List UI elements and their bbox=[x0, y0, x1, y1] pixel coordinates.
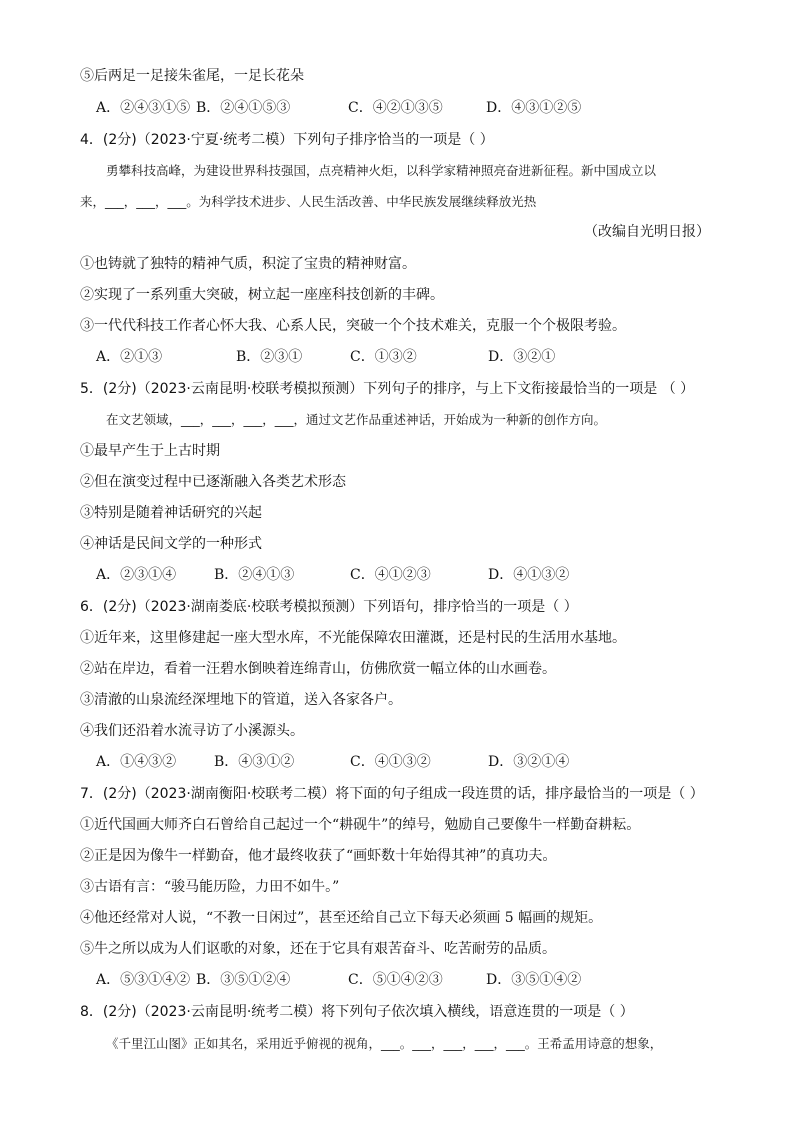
q3-option-b[interactable]: B．②④①⑤③ bbox=[196, 100, 291, 116]
q6-option-a[interactable]: A．①④③② bbox=[96, 754, 177, 770]
q4-sentence-3: ③一代代科技工作者心怀大我、心系人民，突破一个个技术难关，克服一个个极限考验。 bbox=[80, 318, 626, 334]
q3-option-c[interactable]: C．④②①③⑤ bbox=[348, 100, 443, 116]
q4-options bbox=[96, 347, 756, 367]
q5-option-b[interactable]: B．②④①③ bbox=[214, 567, 295, 583]
q5-option-c[interactable]: C．④①②③ bbox=[350, 567, 431, 583]
question-4-heading: 4．(2分)（2023·宁夏·统考二模）下列句子排序恰当的一项是（ ） bbox=[80, 132, 494, 148]
q7-sentence-1: ①近代国画大师齐白石曾给自己起过一个“耕砚牛”的绰号，勉励自己要像牛一样勤奋耕耘。 bbox=[80, 817, 641, 833]
q3-option-d[interactable]: D．④③①②⑤ bbox=[486, 100, 582, 116]
q5-sentence-3: ③特别是随着神话研究的兴起 bbox=[80, 505, 262, 521]
q6-option-b[interactable]: B．④③①② bbox=[214, 754, 295, 770]
question-6-heading: 6．(2分)（2023·湖南娄底·校联考模拟预测）下列语句，排序恰当的一项是（ ） bbox=[80, 599, 578, 615]
q7-option-c[interactable]: C．⑤①④②③ bbox=[348, 972, 443, 988]
q4-passage-line-1: 勇攀科技高峰，为建设世界科技强国，点亮精神火炬，以科学家精神照亮奋进新征程。新中国成立以 bbox=[106, 163, 657, 178]
q7-option-a[interactable]: A．⑤③①④② bbox=[96, 972, 191, 988]
q7-options bbox=[96, 970, 756, 990]
q6-option-d[interactable]: D．③②①④ bbox=[488, 754, 570, 770]
q4-option-b[interactable]: B．②③① bbox=[236, 349, 303, 365]
q5-sentence-1: ①最早产生于上古时期 bbox=[80, 443, 220, 459]
q8-passage: 《千里江山图》正如其名，采用近乎俯视的视角，___。___，___，___，___。王希孟用诗意的想象， bbox=[106, 1036, 663, 1051]
question-7-heading: 7．(2分)（2023·湖南衡阳·校联考二模）将下面的句子组成一段连贯的话，排序最恰当的一项是（ ） bbox=[80, 786, 704, 802]
q7-sentence-5: ⑤牛之所以成为人们讴歌的对象，还在于它具有艰苦奋斗、吃苦耐劳的品质。 bbox=[80, 941, 556, 957]
q4-option-d[interactable]: D．③②① bbox=[488, 349, 556, 365]
q7-sentence-4: ④他还经常对人说，“不教一日闲过”，甚至还给自己立下每天必须画 5 幅画的规矩。 bbox=[80, 910, 603, 926]
q6-option-c[interactable]: C．④①③② bbox=[350, 754, 431, 770]
q6-sentence-1: ①近年来，这里修建起一座大型水库，不光能保障农田灌溉，还是村民的生活用水基地。 bbox=[80, 630, 626, 646]
q3-option-a[interactable]: A．②④③①⑤ bbox=[96, 100, 191, 116]
q5-option-d[interactable]: D．④①③② bbox=[488, 567, 570, 583]
question-5-heading: 5．(2分)（2023·云南昆明·校联考模拟预测）下列句子的排序，与上下文衔接最恰当的一项是 （ ） bbox=[80, 381, 695, 397]
item-3-choice-5: ⑤后两足一足接朱雀尾，一足长花朵 bbox=[80, 68, 304, 84]
q4-source: （改编自光明日报） bbox=[584, 224, 710, 240]
q5-sentence-2: ②但在演变过程中已逐渐融入各类艺术形态 bbox=[80, 474, 346, 490]
q7-option-b[interactable]: B．③⑤①②④ bbox=[196, 972, 291, 988]
q5-sentence-4: ④神话是民间文学的一种形式 bbox=[80, 536, 262, 552]
q7-sentence-2: ②正是因为像牛一样勤奋，他才最终收获了“画虾数十年始得其神”的真功夫。 bbox=[80, 848, 557, 864]
question-8-heading: 8．(2分)（2023·云南昆明·统考二模）将下列句子依次填入横线，语意连贯的一项是（ ） bbox=[80, 1004, 634, 1020]
q5-option-a[interactable]: A．②③①④ bbox=[96, 567, 177, 583]
q6-sentence-3: ③清澈的山泉流经深埋地下的管道，送入各家各户。 bbox=[80, 692, 402, 708]
q3-options bbox=[96, 98, 756, 118]
q4-sentence-2: ②实现了一系列重大突破，树立起一座座科技创新的丰碑。 bbox=[80, 287, 444, 303]
q7-option-d[interactable]: D．③⑤①④② bbox=[486, 972, 582, 988]
q6-sentence-2: ②站在岸边，看着一汪碧水倒映着连绵青山，仿佛欣赏一幅立体的山水画卷。 bbox=[80, 661, 556, 677]
q4-option-c[interactable]: C．①③② bbox=[350, 349, 417, 365]
q6-options bbox=[96, 752, 756, 772]
q4-passage-line-2: 来，___，___，___。为科学技术进步、人民生活改善、中华民族发展继续释放光热 bbox=[80, 194, 537, 209]
q6-sentence-4: ④我们还沿着水流寻访了小溪源头。 bbox=[80, 723, 304, 739]
q5-options bbox=[96, 565, 756, 585]
q4-option-a[interactable]: A．②①③ bbox=[96, 349, 163, 365]
q7-sentence-3: ③古语有言：“骏马能历险，力田不如牛。” bbox=[80, 879, 340, 895]
q5-passage: 在文艺领域，___，___，___，___，通过文艺作品重述神话，开始成为一种新的创作方向。 bbox=[106, 412, 607, 427]
q4-sentence-1: ①也铸就了独特的精神气质，积淀了宝贵的精神财富。 bbox=[80, 256, 416, 272]
